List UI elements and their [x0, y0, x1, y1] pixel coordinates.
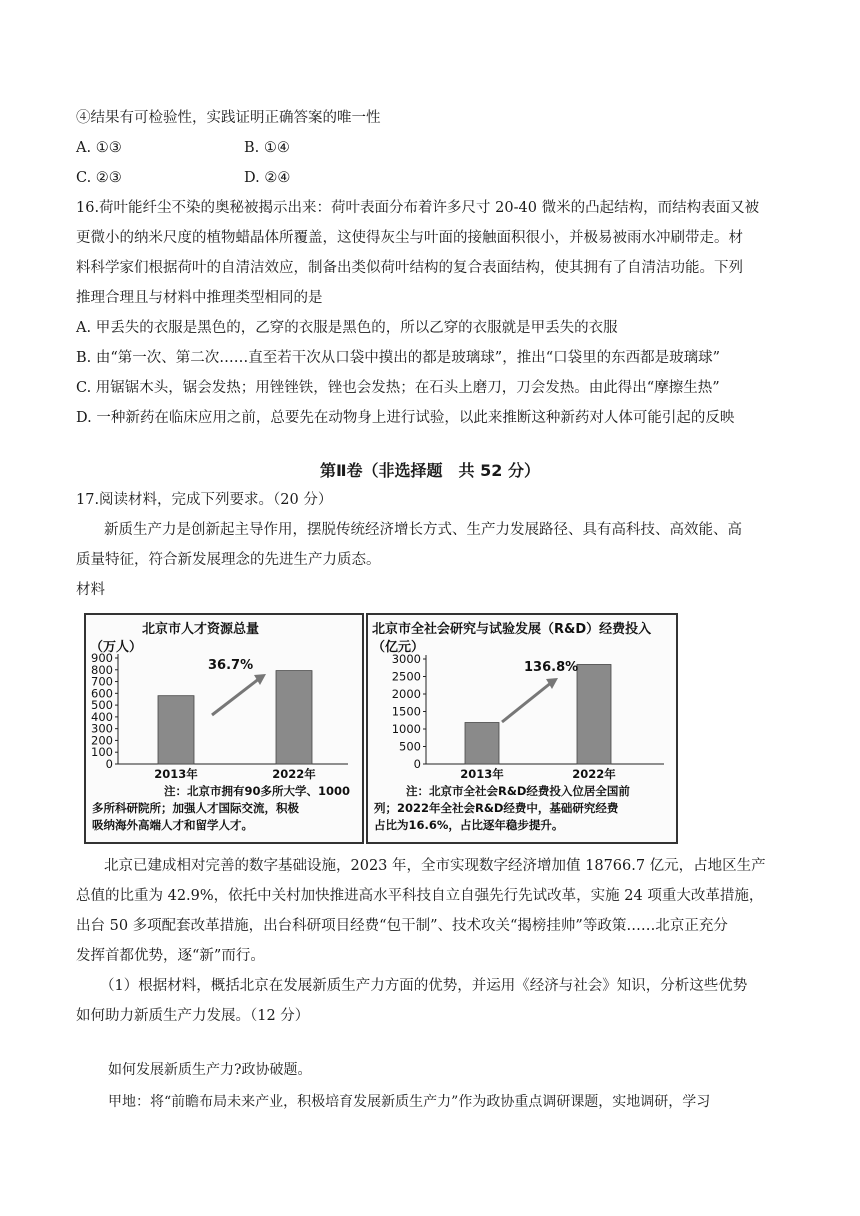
y-tick-label: 900 — [91, 651, 113, 665]
growth-annotation: 36.7% — [208, 658, 254, 673]
q16-option-a: A. 甲丢失的衣服是黑色的，乙穿的衣服是黑色的，所以乙穿的衣服就是甲丢失的衣服 — [76, 320, 618, 336]
chart-note-line: 注：北京市全社会R&D经费投入位居全国前 — [406, 784, 630, 798]
q16-stem-line-4: 推理合理且与材料中推理类型相同的是 — [76, 290, 323, 306]
x-tick-label: 2013年 — [460, 767, 504, 781]
q17-material2-line-1: 如何发展新质生产力?政协破题。 — [108, 1062, 312, 1078]
q16-stem-line-1: 16.荷叶能纤尘不染的奥秘被揭示出来：荷叶表面分布着许多尺寸 20-40 微米的凸起结构，而结构表面又被 — [76, 200, 760, 216]
bar — [577, 664, 611, 764]
bar — [465, 723, 499, 764]
q16-stem-line-3: 料科学家们根据荷叶的自清洁效应，制备出类似荷叶结构的复合表面结构，使其拥有了自清洁功能。下列 — [76, 260, 743, 276]
y-tick-label: 800 — [91, 662, 113, 677]
option-b: B. ①④ — [244, 140, 290, 156]
y-axis-label: （亿元） — [372, 640, 425, 655]
growth-arrow — [502, 682, 552, 722]
bar — [158, 696, 194, 764]
option-a: A. ①③ — [76, 140, 122, 156]
rd-funding-chart — [368, 615, 676, 842]
q17-intro-line-1: 新质生产力是创新起主导作用，摆脱传统经济增长方式、生产力发展路径、具有高科技、高效能、高 — [104, 522, 742, 538]
y-tick-label: 1500 — [391, 704, 421, 719]
chart-title: 北京市全社会研究与试验发展（R&D）经费投入 — [372, 622, 652, 637]
y-tick-label: 2500 — [391, 669, 421, 684]
y-tick-label: 400 — [91, 709, 113, 724]
chart-note-line: 注：北京市拥有90多所大学、1000 — [164, 784, 351, 798]
y-tick-label: 0 — [105, 757, 113, 771]
q17-sub1-line-2: 如何助力新质生产力发展。（12 分） — [76, 1008, 310, 1024]
growth-arrow — [212, 678, 260, 715]
y-tick-label: 100 — [91, 745, 113, 760]
material-label: 材料 — [76, 582, 105, 598]
chart-title: 北京市人才资源总量 — [142, 622, 260, 637]
section-heading: 第Ⅱ卷（非选择题 共 52 分） — [320, 461, 540, 480]
option-c: C. ②③ — [76, 170, 122, 186]
q17-title: 17.阅读材料，完成下列要求。（20 分） — [76, 492, 333, 508]
y-axis-label: （万人） — [90, 640, 143, 655]
y-tick-label: 3000 — [391, 652, 421, 666]
chart-note-line: 列；2022年全社会R&D经费中，基础研究经费 — [374, 801, 619, 815]
q17-sub1-line-1: （1）根据材料，概括北京在发展新质生产力方面的优势，并运用《经济与社会》知识，分析这些优势 — [100, 978, 748, 994]
x-tick-label: 2022年 — [272, 767, 316, 781]
y-tick-label: 0 — [413, 757, 421, 771]
q17-intro-line-2: 质量特征，符合新发展理念的先进生产力质态。 — [76, 552, 381, 568]
q17-material-line-3: 出台 50 多项配套改革措施，出台科研项目经费“包干制”、技术攻关“揭榜挂帅”等政策……北京正充分 — [76, 918, 728, 934]
x-tick-label: 2022年 — [572, 767, 616, 781]
chart-note-line: 多所科研院所；加强人才国际交流，积极 — [92, 801, 299, 815]
option-d: D. ②④ — [244, 170, 291, 186]
q17-material2-line-2: 甲地：将“前瞻布局未来产业，积极培育发展新质生产力”作为政协重点调研课题，实地调研，学习 — [108, 1094, 711, 1110]
rd-chart-frame — [366, 613, 678, 844]
x-tick-label: 2013年 — [154, 767, 198, 781]
bar — [276, 671, 312, 764]
q17-material-line-2: 总值的比重为 42.9%，依托中关村加快推进高水平科技自立自强先行先试改革，实施 24 项重大改革措施， — [76, 888, 764, 904]
q16-option-b: B. 由“第一次、第二次……直至若干次从口袋中摸出的都是玻璃球”，推出“口袋里的东西都是玻璃球” — [76, 350, 721, 366]
q17-material-line-1: 北京已建成相对完善的数字基础设施，2023 年，全市实现数字经济增加值 18766.7 亿元，占地区生产 — [104, 858, 766, 874]
statement-4: ④结果有可检验性，实践证明正确答案的唯一性 — [76, 110, 381, 126]
y-tick-label: 700 — [91, 674, 113, 689]
q16-stem-line-2: 更微小的纳米尺度的植物蜡晶体所覆盖，这使得灰尘与叶面的接触面积很小，并极易被雨水冲刷带走。材 — [76, 230, 743, 246]
q16-option-d: D. 一种新药在临床应用之前，总要先在动物身上进行试验，以此来推断这种新药对人体可能引起的反映 — [76, 410, 735, 426]
q17-material-line-4: 发挥首都优势，逐“新”而行。 — [76, 948, 265, 964]
talent-chart-frame — [84, 613, 364, 844]
y-tick-label: 500 — [91, 698, 113, 713]
growth-annotation: 136.8% — [524, 660, 579, 675]
y-tick-label: 300 — [91, 721, 113, 736]
y-tick-label: 1000 — [391, 722, 421, 736]
chart-note-line: 吸纳海外高端人才和留学人才。 — [92, 818, 253, 832]
y-tick-label: 500 — [399, 739, 421, 754]
q16-option-c: C. 用锯锯木头，锯会发热；用锉锉铁，锉也会发热；在石头上磨刀，刀会发热。由此得出“摩擦生热” — [76, 380, 720, 396]
talent-resources-chart — [86, 615, 362, 842]
y-tick-label: 600 — [91, 686, 113, 701]
chart-note-line: 占比为16.6%，占比逐年稳步提升。 — [374, 818, 564, 832]
y-tick-label: 200 — [91, 733, 113, 748]
y-tick-label: 2000 — [391, 687, 421, 701]
